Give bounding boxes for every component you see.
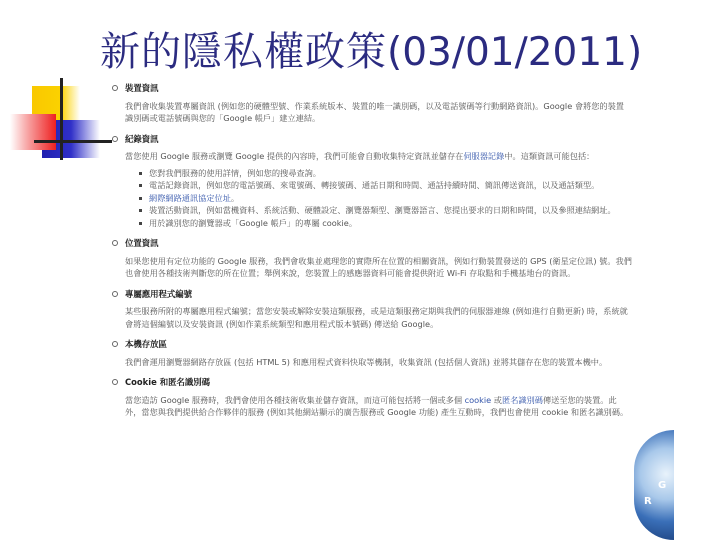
anonymous-id-link[interactable]: 匿名識別碼 (502, 394, 543, 405)
list-item-suffix: 。 (230, 192, 240, 203)
slide-title (100, 22, 642, 82)
section-heading: 專屬應用程式編號 (125, 288, 192, 299)
red-square (10, 114, 56, 150)
privacy-policy-screenshot (112, 82, 632, 427)
body-text: 或 (491, 394, 502, 405)
log-info-list (125, 167, 632, 230)
circle-bullet-icon (112, 379, 118, 385)
list-item (139, 192, 632, 205)
circle-bullet-icon (112, 341, 118, 347)
section-app-id (112, 288, 632, 331)
section-body: 我們會運用瀏覽器網路存放區 (包括 HTML 5) 和應用程式資料快取等機制，收集資訊 (包括個人資訊) 並將其儲存在您的裝置本機中。 (125, 356, 608, 367)
section-cookies (112, 376, 632, 419)
section-body: 如果您使用有定位功能的 Google 服務，我們會收集並處理您的實際所在位置的相關資訊，例如行動裝置發送的 GPS (衛星定位訊) 號。我們也會使用各種技術判斷您的所在位置；舉例來說，您裝置上的感應器資料可能會提供附近 Wi-Fi 存取點和手機基地台的資訊。 (125, 255, 632, 278)
body-text: 當您使用 Google 服務或瀏覽 Google 提供的內容時，我們可能會自動收集特定資訊並儲存在 (125, 151, 464, 161)
section-body: 我們會收集裝置專屬資訊 (例如您的硬體型號、作業系統版本、裝置的唯一識別碼，以及電話號碼等行動網路資訊)。Google 會將您的裝置識別碼或電話號碼與您的「Google 帳戶」建立連結。 (125, 100, 624, 123)
section-log-info (112, 133, 632, 230)
cookie-link[interactable]: cookie (464, 394, 492, 405)
circle-bullet-icon (112, 136, 118, 142)
section-location-info (112, 237, 632, 280)
section-local-storage (112, 338, 632, 368)
body-text: 中。這類資訊可能包括： (504, 151, 595, 161)
section-heading: Cookie 和匿名識別碼 (125, 377, 210, 387)
title-date: (03/01/2011) (387, 30, 643, 75)
circle-bullet-icon (112, 240, 118, 246)
title-text: 新的隱私權政策 (100, 29, 387, 75)
list-item: 裝置活動資訊，例如當機資料、系統活動、硬體設定、瀏覽器類型、瀏覽器語言、您提出要求的日期和時間，以及參照連結網址。 (139, 204, 632, 217)
server-logs-link[interactable]: 伺服器記錄 (463, 151, 505, 161)
section-device-info (112, 82, 632, 125)
section-heading: 本機存放區 (125, 339, 167, 349)
globe-letter: G (658, 480, 667, 491)
globe-letter: R (644, 496, 652, 507)
section-body (112, 394, 632, 419)
section-heading: 裝置資訊 (125, 83, 159, 93)
section-body (112, 150, 632, 229)
vertical-line (60, 78, 63, 160)
section-body: 某些服務所附的專屬應用程式編號；當您安裝或解除安裝這類服務，或是這類服務定期與我們的伺服器連線 (例如進行自動更新) 時，系統就會將這個編號以及安裝資訊 (例如作業系統類型和應用程式版本號碼) 傳送給 Google。 (125, 306, 628, 329)
horizontal-line (34, 140, 112, 143)
list-item: 電話記錄資訊，例如您的電話號碼、來電號碼、轉接號碼、通話日期和時間、通話持續時間、簡訊傳送資訊，以及通話類型。 (139, 179, 632, 192)
circle-bullet-icon (112, 291, 118, 297)
section-heading: 位置資訊 (125, 238, 159, 248)
body-text: 當您造訪 Google 服務時，我們會使用各種技術收集並儲存資訊，而這可能包括將一個或多個 (125, 394, 465, 405)
hand-globe-icon (634, 430, 674, 540)
ip-address-link[interactable]: 網際網路通訊協定位址 (149, 192, 231, 203)
circle-bullet-icon (112, 85, 118, 91)
section-heading: 紀錄資訊 (125, 133, 159, 144)
list-item: 您對我們服務的使用詳情，例如您的搜尋查詢。 (139, 167, 632, 180)
body-text: 傳送至您的裝置。此外，當您與我們提供給合作夥伴的服務 (例如其他網站顯示的廣告服務或 Google 功能) 產生互動時，我們也會使用 cookie 和匿名識別碼。 (125, 394, 629, 417)
list-item: 用於識別您的瀏覽器或「Google 帳戶」的專屬 cookie。 (139, 217, 632, 230)
